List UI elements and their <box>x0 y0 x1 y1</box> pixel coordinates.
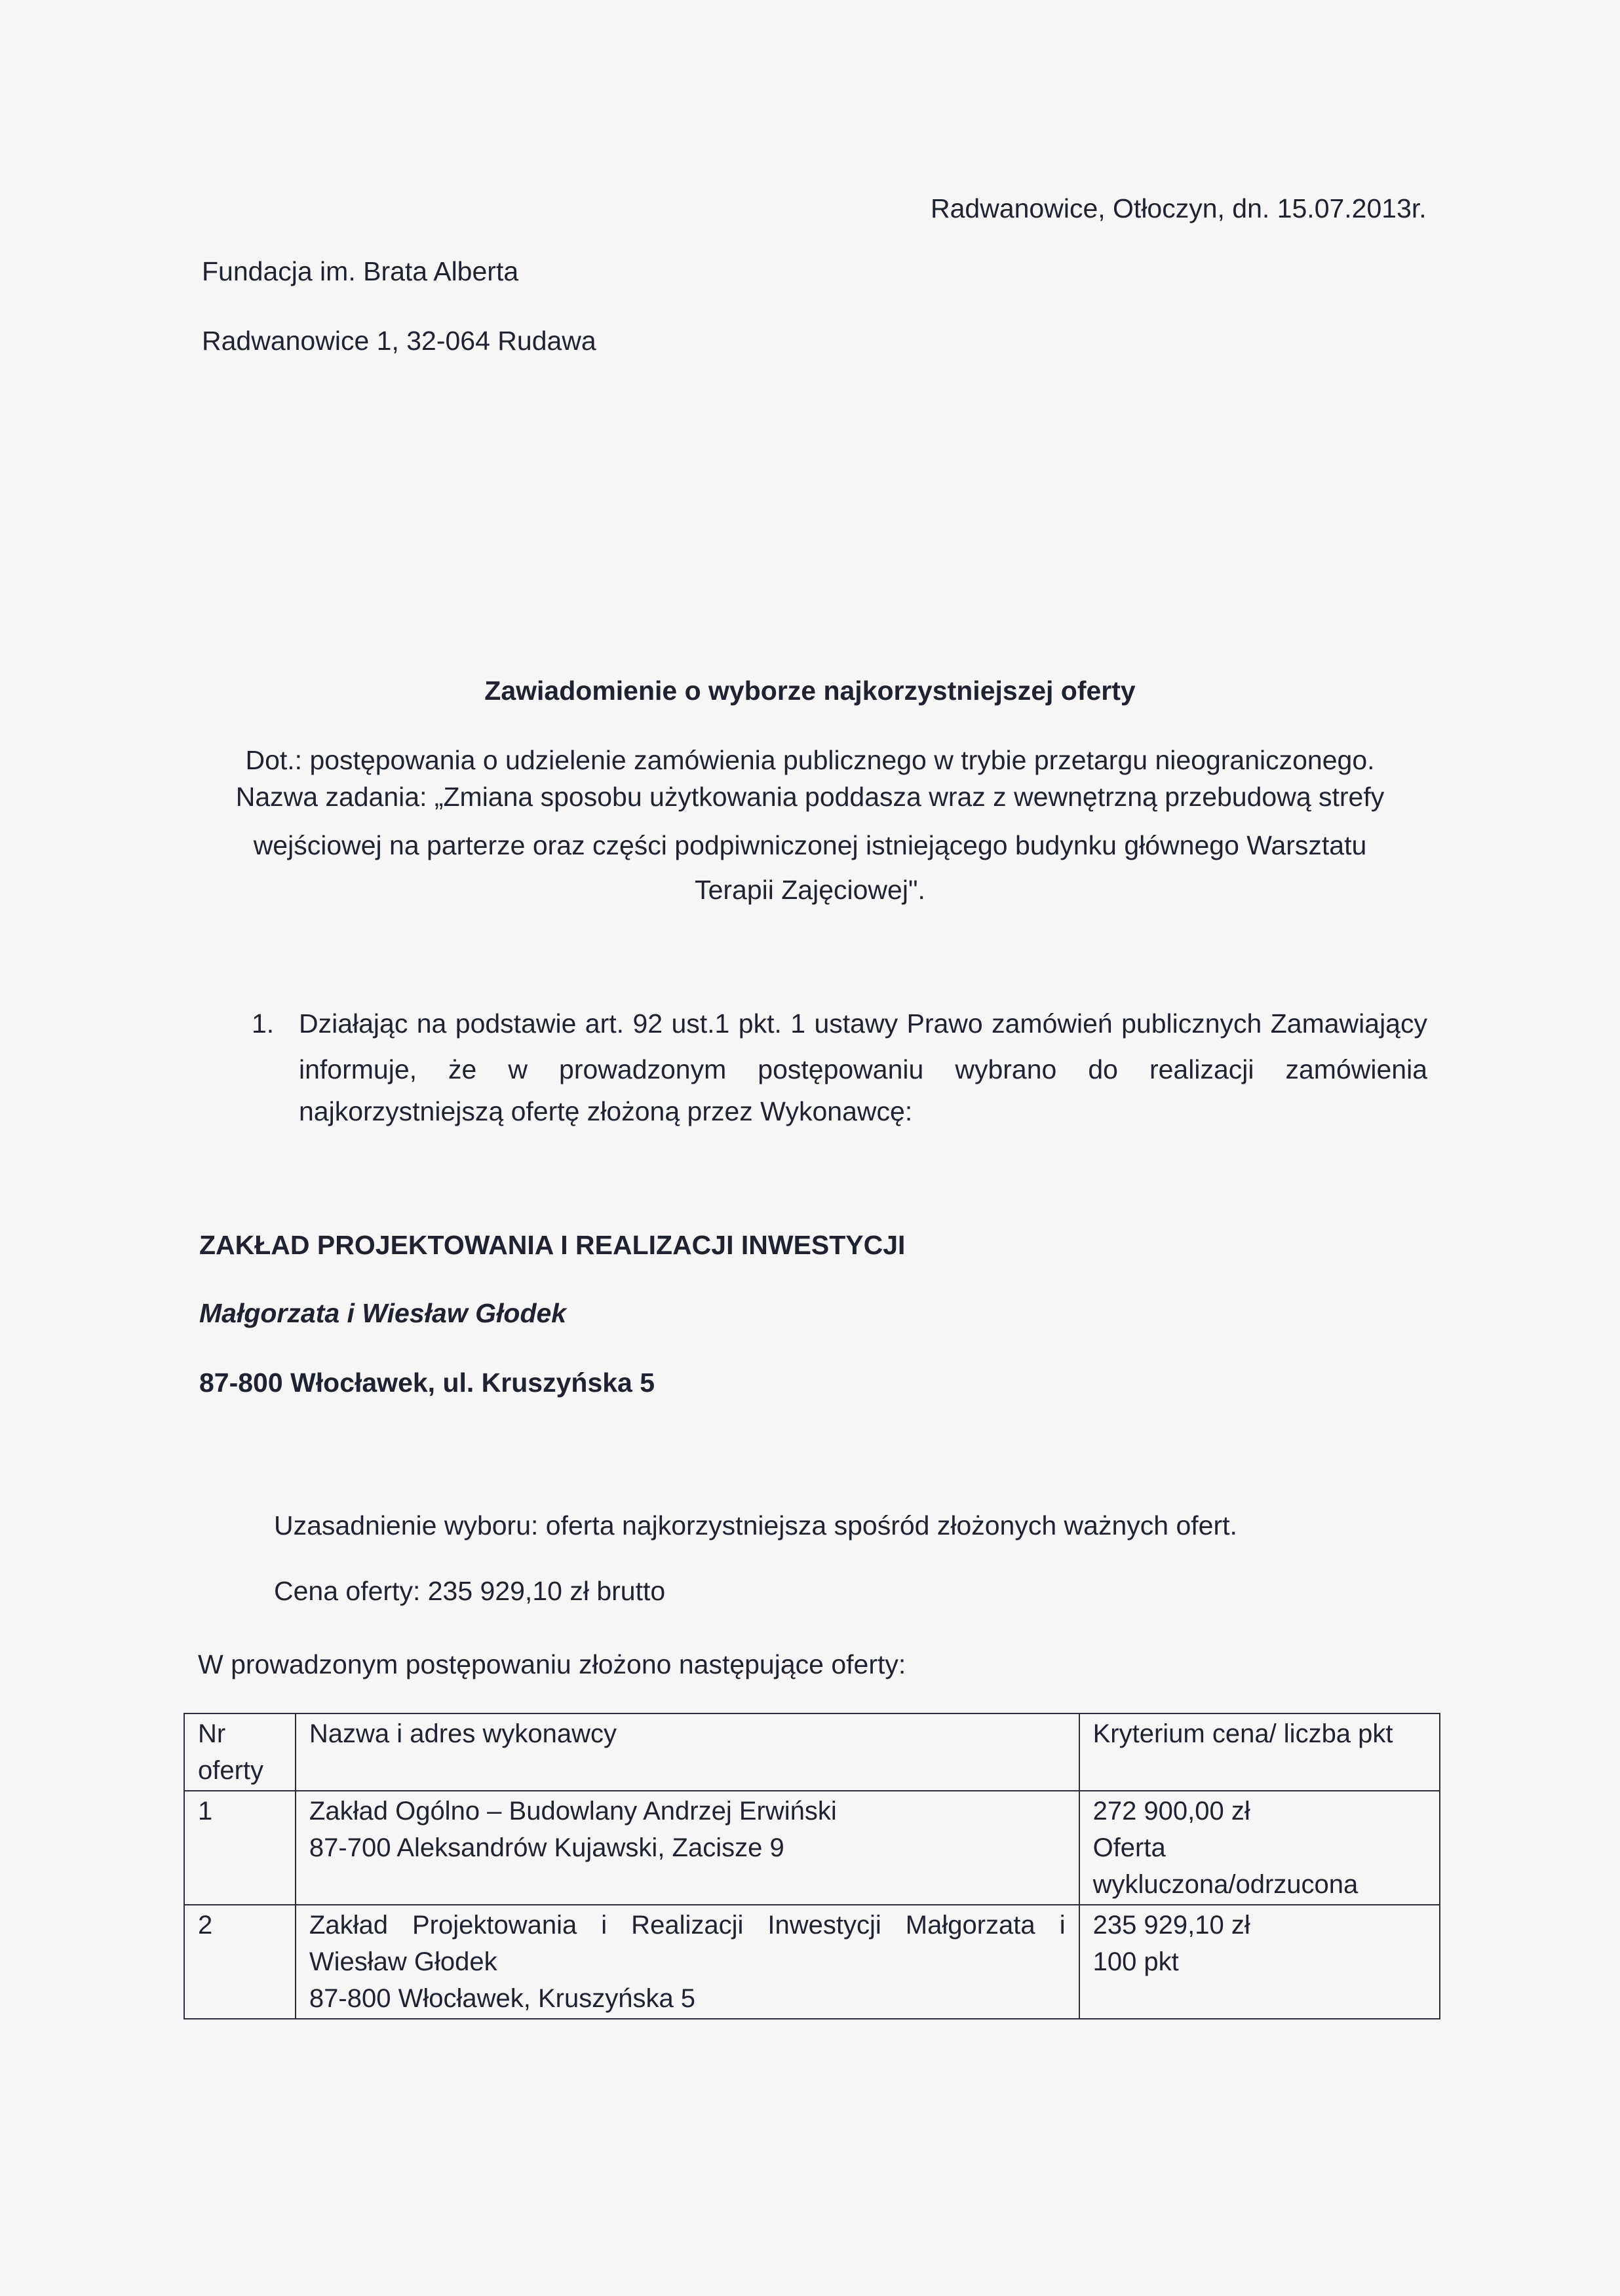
row-name-line: Zakład Projektowania i Realizacji Inwestycji Małgorzata i <box>309 1911 1066 1940</box>
header-nr-label-2: oferty <box>198 1756 264 1785</box>
organization-address: Radwanowice 1, 32-064 Rudawa <box>202 326 596 356</box>
row-name-line: Zakład Ogólno – Budowlany Andrzej Erwiński <box>309 1797 837 1826</box>
justification: Uzasadnienie wyboru: oferta najkorzystniejsza spośród złożonych ważnych ofert. <box>274 1510 1237 1540</box>
document-title: Zawiadomienie o wyborze najkorzystniejszej oferty <box>484 676 1136 706</box>
winner-address: 87-800 Włocławek, ul. Kruszyńska 5 <box>199 1368 655 1398</box>
row-criterion-cell <box>1079 1905 1440 2019</box>
row-name-line-2: Wiesław Głodek <box>309 1947 497 1976</box>
row-name-cell <box>296 1791 1079 1905</box>
subject-line-3: wejściowej na parterze oraz części podpiwniczonej istniejącego budynku głównego Warsztatu <box>253 830 1367 860</box>
row-nr: 2 <box>198 1911 213 1940</box>
table-row <box>184 1791 1440 1905</box>
row-points: 100 pkt <box>1092 1947 1179 1976</box>
row-address-line: 87-700 Aleksandrów Kujawski, Zacisze 9 <box>309 1833 784 1862</box>
winner-company: ZAKŁAD PROJEKTOWANIA I REALIZACJI INWESTYCJI <box>199 1230 906 1260</box>
header-criterion-label: Kryterium cena/ liczba pkt <box>1092 1719 1393 1748</box>
subject-line-1: Dot.: postępowania o udzielenie zamówienia publicznego w trybie przetargu nieograniczonego. <box>245 745 1375 775</box>
subject-line-4: Terapii Zajęciowej". <box>695 875 925 905</box>
place-date: Radwanowice, Otłoczyn, dn. 15.07.2013r. <box>931 193 1427 223</box>
point-line-1: Działając na podstawie art. 92 ust.1 pkt. 1 ustawy Prawo zamówień publicznych Zamawiający <box>299 1008 1427 1039</box>
header-name-label: Nazwa i adres wykonawcy <box>309 1719 617 1748</box>
header-criterion-cell <box>1079 1713 1440 1791</box>
offers-table <box>183 1713 1440 2019</box>
row-price: 272 900,00 zł <box>1092 1797 1250 1826</box>
winner-owners: Małgorzata i Wiesław Głodek <box>199 1298 567 1328</box>
offers-intro: W prowadzonym postępowaniu złożono następujące oferty: <box>198 1649 906 1679</box>
table-header-row <box>184 1713 1440 1791</box>
row-status-line: Oferta <box>1092 1833 1166 1862</box>
table-row <box>184 1905 1440 2019</box>
header-name-cell <box>296 1713 1079 1791</box>
offer-price: Cena oferty: 235 929,10 zł brutto <box>274 1576 666 1606</box>
point-number: 1. <box>252 1008 275 1039</box>
subject-line-2: Nazwa zadania: „Zmiana sposobu użytkowania poddasza wraz z wewnętrzną przebudową strefy <box>235 782 1385 812</box>
organization-name: Fundacja im. Brata Alberta <box>202 256 519 286</box>
row-nr-cell <box>184 1905 296 2019</box>
point-line-3: najkorzystniejszą ofertę złożoną przez Wykonawcę: <box>299 1096 913 1126</box>
row-nr-cell <box>184 1791 296 1905</box>
header-nr-label: Nr <box>198 1719 226 1748</box>
row-status-line-2: wykluczona/odrzucona <box>1092 1870 1359 1899</box>
row-nr: 1 <box>198 1797 213 1826</box>
row-price: 235 929,10 zł <box>1092 1911 1250 1940</box>
header-nr-cell <box>184 1713 296 1791</box>
row-criterion-cell <box>1079 1791 1440 1905</box>
row-address-line: 87-800 Włocławek, Kruszyńska 5 <box>309 1984 696 2013</box>
point-line-2: informuje, że w prowadzonym postępowaniu wybrano do realizacji zamówienia <box>299 1054 1427 1084</box>
row-name-cell <box>296 1905 1079 2019</box>
